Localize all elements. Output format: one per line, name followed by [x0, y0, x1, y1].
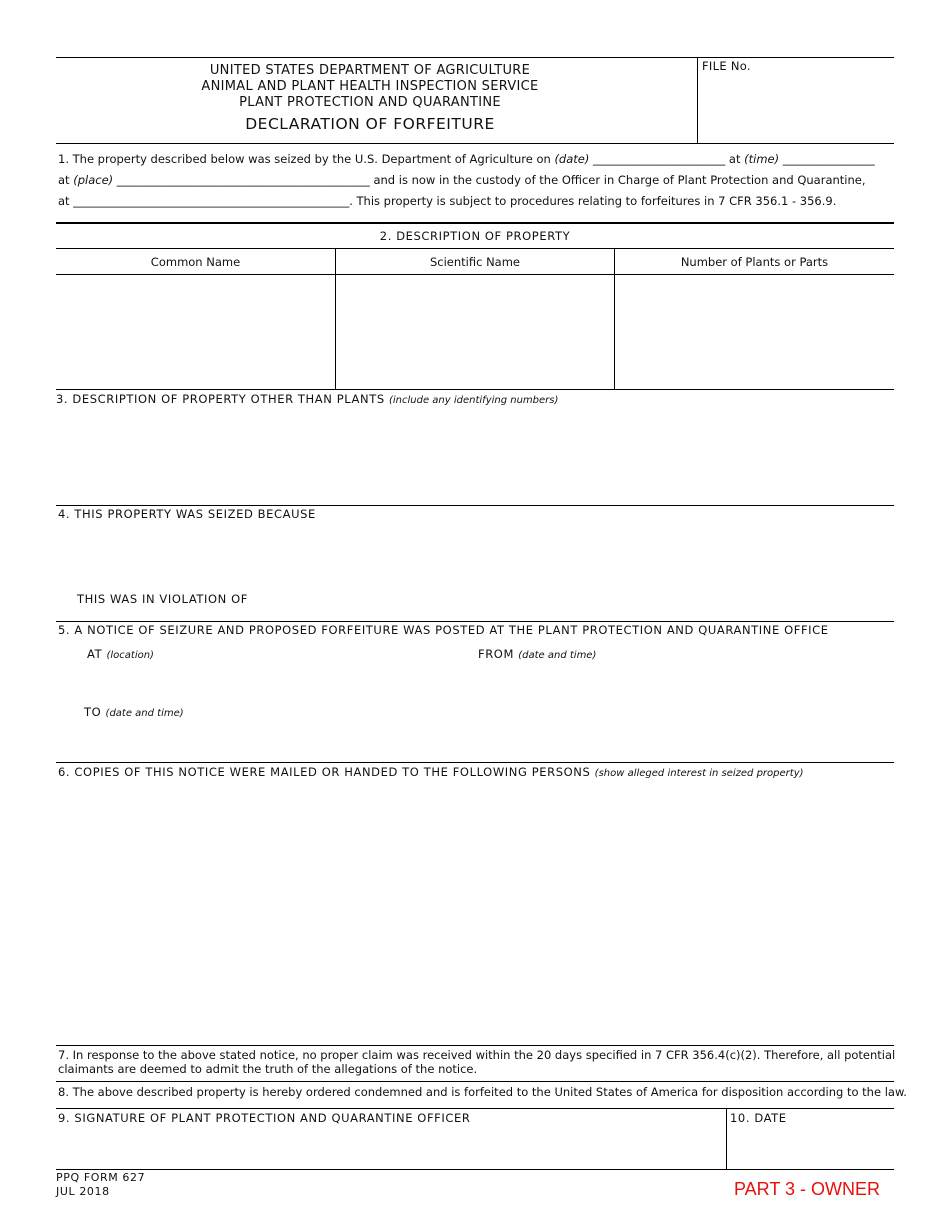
- date-field[interactable]: [729, 1128, 892, 1167]
- file-no-divider: [697, 57, 698, 143]
- form-bottom-border: [56, 1169, 894, 1170]
- seizure-date-blank[interactable]: _______________________ at: [593, 152, 741, 166]
- location-label: [87, 647, 154, 661]
- time-hint: (time): [744, 152, 780, 166]
- column-number-of-plants: Number of Plants or Parts: [680, 255, 829, 269]
- section5-label: 5. A NOTICE OF SEIZURE AND PROPOSED FORFEITURE WAS POSTED AT THE PLANT PROTECTION AND QUARANTINE OFFICE: [58, 623, 829, 637]
- section6-hint: (show alleged interest in seized property): [594, 768, 804, 779]
- location-hint: (location): [106, 650, 154, 661]
- section4-bottom-border: [56, 621, 894, 622]
- section9-label: 9. SIGNATURE OF PLANT PROTECTION AND QUARANTINE OFFICER: [58, 1111, 471, 1125]
- to-date-label: [84, 705, 184, 719]
- date-hint: (date): [554, 152, 590, 166]
- section1-line2: [58, 173, 866, 187]
- place-hint: (place): [73, 173, 114, 187]
- section2-bottom-border: [56, 389, 894, 390]
- scientific-name-field[interactable]: [337, 276, 612, 387]
- part-label: PART 3 - OWNER: [734, 1179, 881, 1199]
- form-revision-date: JUL 2018: [56, 1185, 110, 1198]
- section6-bottom-border: [56, 1045, 894, 1046]
- from-date-field[interactable]: [476, 664, 892, 700]
- to-hint: (date and time): [105, 708, 184, 719]
- section5-bottom-border: [56, 762, 894, 763]
- section2-title-underline: [56, 248, 894, 249]
- officer-signature-field[interactable]: [56, 1128, 724, 1167]
- persons-notified-field[interactable]: [56, 782, 894, 1042]
- section7-line1: 7. In response to the above stated notice, no proper claim was received within the 20 days specified in 7 CFR 356.4(c)(2). Therefore, all potential: [58, 1048, 896, 1062]
- section1-line2-at: at: [58, 173, 70, 187]
- section7-bottom-border: [56, 1081, 894, 1082]
- at-label: AT: [87, 647, 103, 661]
- agency-line-2: ANIMAL AND PLANT HEALTH INSPECTION SERVICE: [201, 79, 539, 94]
- form-number: PPQ FORM 627: [56, 1171, 146, 1184]
- other-property-field[interactable]: [56, 410, 894, 504]
- table-header-underline: [56, 274, 894, 275]
- section2-title: 2. DESCRIPTION OF PROPERTY: [379, 229, 571, 243]
- from-date-label: [478, 647, 596, 661]
- seized-because-field[interactable]: [56, 524, 894, 590]
- section6-label-text: 6. COPIES OF THIS NOTICE WERE MAILED OR HANDED TO THE FOLLOWING PERSONS: [58, 765, 591, 779]
- section6-label: [58, 765, 804, 779]
- top-border: [56, 57, 894, 58]
- section4-label: 4. THIS PROPERTY WAS SEIZED BECAUSE: [58, 507, 316, 521]
- file-no-label: FILE No.: [702, 59, 751, 73]
- column-scientific-name: Scientific Name: [429, 255, 521, 269]
- violation-field[interactable]: [250, 590, 894, 618]
- number-of-plants-field[interactable]: [616, 276, 892, 387]
- location-field[interactable]: [86, 664, 466, 700]
- to-date-field[interactable]: [84, 722, 464, 760]
- to-label: TO: [84, 705, 102, 719]
- agency-line-1: UNITED STATES DEPARTMENT OF AGRICULTURE: [209, 63, 531, 78]
- violation-label: THIS WAS IN VIOLATION OF: [77, 592, 248, 606]
- section7-line2: claimants are deemed to admit the truth of the allegations of the notice.: [58, 1062, 478, 1076]
- seizure-time-blank[interactable]: ________________: [782, 152, 875, 166]
- agency-line-3: PLANT PROTECTION AND QUARANTINE: [239, 95, 501, 110]
- common-name-field[interactable]: [57, 276, 333, 387]
- header-bottom-border: [56, 143, 894, 144]
- table-divider-1: [335, 248, 336, 389]
- section3-bottom-border: [56, 505, 894, 506]
- signature-date-divider: [726, 1108, 727, 1169]
- section2-top-border: [56, 222, 894, 224]
- section3-hint: (include any identifying numbers): [388, 395, 559, 406]
- section8-bottom-border: [56, 1108, 894, 1109]
- section1-line3[interactable]: at ________________________________________________. This property is subject to procedures relating to forfeitures in 7 CFR 356.1 - 356.9.: [58, 194, 837, 208]
- from-label: FROM: [478, 647, 514, 661]
- column-common-name: Common Name: [150, 255, 241, 269]
- seizure-place-blank[interactable]: ____________________________________________ and is now in the custody of the Officer in Charge of Plant Protection and Quarantine,: [116, 173, 866, 187]
- page-title: DECLARATION OF FORFEITURE: [245, 115, 495, 133]
- from-hint: (date and time): [518, 650, 597, 661]
- section8-text: 8. The above described property is hereby ordered condemned and is forfeited to the United States of America for disposition according to the law.: [58, 1085, 907, 1099]
- section3-label-text: 3. DESCRIPTION OF PROPERTY OTHER THAN PLANTS: [56, 392, 385, 406]
- file-no-field[interactable]: [700, 76, 892, 140]
- section3-label: [56, 392, 558, 406]
- table-divider-2: [614, 248, 615, 389]
- section10-label: 10. DATE: [730, 1111, 787, 1125]
- section1-line1-a: 1. The property described below was seized by the U.S. Department of Agriculture on: [58, 152, 551, 166]
- section1-line1: [58, 152, 875, 166]
